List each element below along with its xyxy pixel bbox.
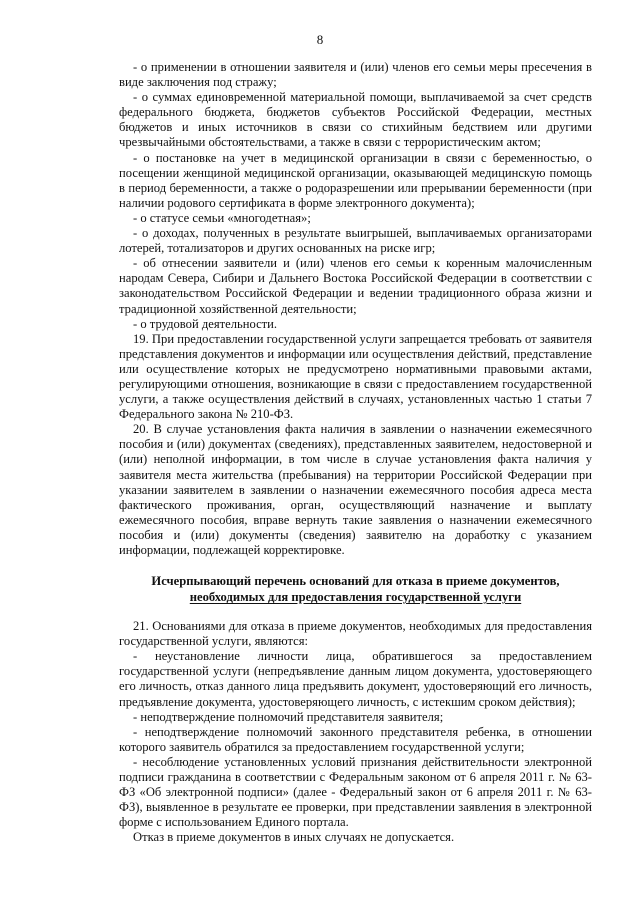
paragraph-labor: - о трудовой деятельности. [133,316,278,331]
paragraph-lottery-income: - о доходах, полученных в результате выигрышей, выплачиваемых организаторами лотерей, тотализаторов и других основанных на риске игр; [119,226,592,256]
paragraph-19: 19. При предоставлении государственной услуги запрещается требовать от заявителя представления документов и информации или осуществления действий, представление или осуществление которых не предусмотрено нормативными правовыми актами, регулирующими отношения, возникающие в связи с предоставлением государственной услуги, а также осуществления действий в случаях, установленных частью 1 статьи 7 Федерального закона № 210-ФЗ. [119,331,592,422]
document-body [119,60,592,846]
paragraph-identity: - неустановление личности лица, обратившегося за предоставлением государственной услуги (непредъявление данным лицом документа, удостоверяющего его личность, отказ данного лица предъявить документ, удостоверяющий его личность, предъявление документа, удостоверяющего личность, с истекшим сроком действия); [119,649,592,709]
paragraph-refusal-other: Отказ в приеме документов в иных случаях не допускается. [133,830,455,845]
section-heading-line-1: Исчерпывающий перечень оснований для отказа в приеме документов, [151,574,560,589]
paragraph-representative: - неподтверждение полномочий представителя заявителя; [133,709,444,724]
section-heading-line-2: необходимых для предоставления государственной услуги [189,590,522,605]
section-heading [119,573,592,605]
paragraph-custody: - о применении в отношении заявителя и (или) членов его семьи меры пресечения в виде заключения под стражу; [119,60,592,90]
paragraph-21: 21. Основаниями для отказа в приеме документов, необходимых для предоставления государственной услуги, являются: [119,619,592,649]
paragraph-e-signature: - несоблюдение установленных условий признания действительности электронной подписи гражданина в соответствии с Федеральным законом от 6 апреля 2011 г. № 63-ФЗ «Об электронной подписи» (далее - Федеральный закон от 6 апреля 2011 г. № 63-ФЗ), выявленное в результате ее проверки, при представлении заявления в электронной форме с использованием Единого портала. [119,754,592,830]
paragraph-20: 20. В случае установления факта наличия в заявлении о назначении ежемесячного пособия и (или) документах (сведениях), представленных заявителем, недостоверной и (или) неполной информации, в том числе в случае установления факта наличия у заявителя места жительства (пребывания) на территории Российской Федерации при указании заявителем в заявлении о назначении ежемесячного пособия адреса места фактического проживания, орган, осуществляющий назначение и выплату ежемесячного пособия, вправе вернуть такие заявления о назначении ежемесячного пособия и (или) документы (сведения) заявителю на доработку с указанием информации, подлежащей корректировке. [119,422,592,557]
paragraph-material-aid: - о суммах единовременной материальной помощи, выплачиваемой за счет средств федерального бюджета, бюджетов субъектов Российской Федерации, местных бюджетов и иных источников в связи со стихийным бедствием или другими чрезвычайными обстоятельствами, а также в связи с террористическим актом; [119,90,592,150]
paragraph-indigenous: - об отнесении заявители и (или) членов его семьи к коренным малочисленным народам Севера, Сибири и Дальнего Востока Российской Федерации в соответствии с законодательством Российской Федерации и ведении традиционного образа жизни и традиционной хозяйственной деятельности; [119,256,592,316]
paragraph-pregnancy: - о постановке на учет в медицинской организации в связи с беременностью, о посещении женщиной медицинской организации, оказывающей медицинскую помощь в период беременности, а также о родоразрешении или прерывании беременности (при наличии родового сертификата в форме электронного документа); [119,150,592,210]
paragraph-legal-representative: - неподтверждение полномочий законного представителя ребенка, в отношении которого заявитель обратился за предоставлением государственной услуги; [119,724,592,754]
paragraph-large-family: - о статусе семьи «многодетная»; [133,210,311,225]
page-number: 8 [316,32,324,47]
